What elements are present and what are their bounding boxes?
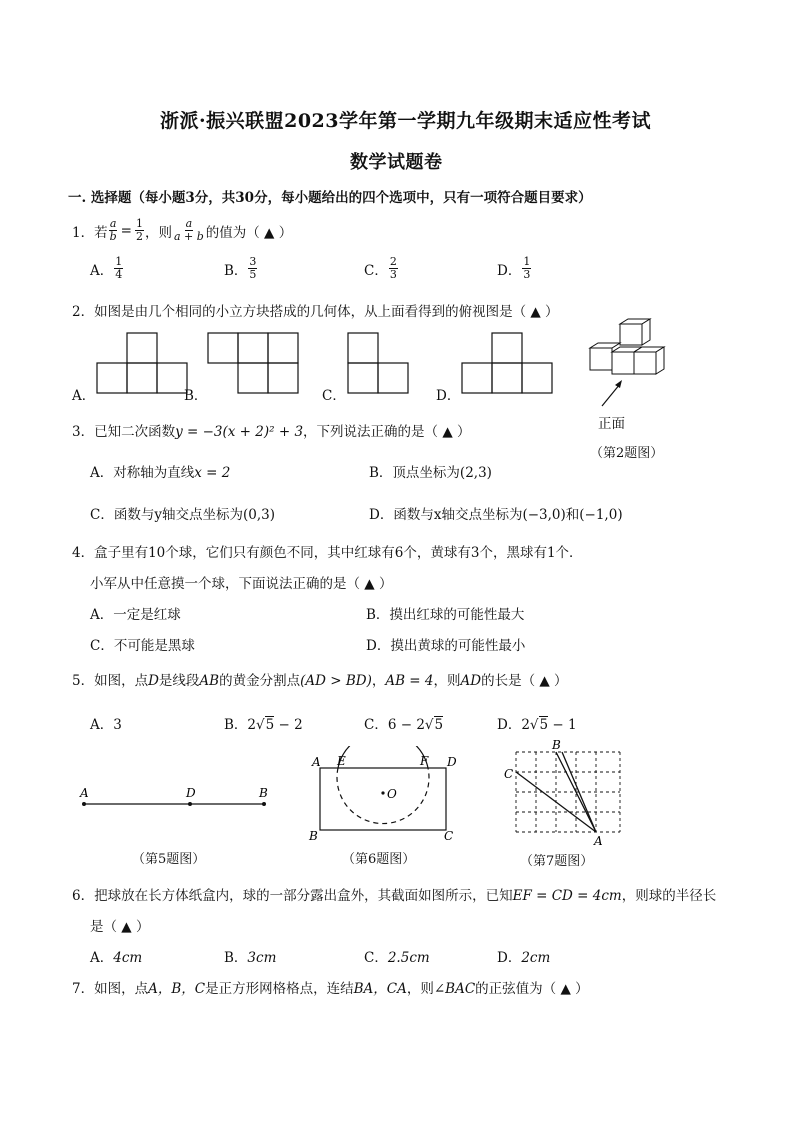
q5-option-c-rad: 5 xyxy=(434,717,444,733)
q5-option-d-rad: 5 xyxy=(539,717,549,733)
q5-option-c-pre: 6 − 2 xyxy=(387,717,425,733)
q3-option-a-text: 对称轴为直线 xyxy=(113,465,195,481)
q1-prefix: 1．若 xyxy=(72,224,108,241)
q4-option-c-text: 不可能是黑球 xyxy=(113,638,195,654)
q5-figure xyxy=(74,784,284,814)
q7-segment-ca xyxy=(516,772,596,832)
q6-option-d-value: 2cm xyxy=(521,950,551,966)
q7-label-a: A xyxy=(594,834,603,846)
q6-arc-inside xyxy=(337,768,429,824)
q1-mid: ，则 xyxy=(144,224,172,241)
q1-option-c[interactable] xyxy=(364,256,399,281)
q5-ab: AB xyxy=(199,673,220,689)
q5-label-a: A xyxy=(80,786,89,800)
q1-option-d-fraction xyxy=(522,256,531,281)
q2-option-d-label: D． xyxy=(436,388,461,404)
q1-option-d[interactable] xyxy=(497,256,532,281)
q5-point-b xyxy=(262,802,266,806)
q7-angle: ∠BAC xyxy=(433,981,476,997)
q4-option-a[interactable] xyxy=(90,603,181,623)
q1-option-a-label: A． xyxy=(90,262,114,279)
q6-label-d: D xyxy=(447,755,457,769)
question-4-line2: 小军从中任意摸一个球，下面说法正确的是（ ▲ ） xyxy=(90,576,393,592)
q6-label-a: A xyxy=(312,755,321,769)
q6-label-b: B xyxy=(309,829,318,843)
q2-option-a-figure[interactable] xyxy=(97,333,187,393)
q3-option-c-text: 函数与y轴交点坐标为 xyxy=(113,507,243,523)
q6-option-c-label: C． xyxy=(364,950,388,966)
q3-formula: y = −3(x + 2)² + 3 xyxy=(175,424,304,440)
q4-option-c-label: C． xyxy=(90,638,114,654)
section-heading: 一. 选择题（每小题3分，共30分，每小题给出的四个选项中，只有一项符合题目要求） xyxy=(68,190,592,206)
question-6-line2: 是（ ▲ ） xyxy=(90,919,150,935)
q6-line1-suffix: ，则球的半径长 xyxy=(621,888,717,904)
q4-option-d-label: D． xyxy=(366,638,391,654)
q5-point-d xyxy=(188,802,192,806)
q7-points: A，B，C xyxy=(148,981,206,997)
q6-center-point xyxy=(381,791,384,794)
q7-figure xyxy=(500,738,640,846)
q5-option-c-radical-icon: √ xyxy=(424,717,434,733)
q6-option-a-label: A． xyxy=(90,950,114,966)
q6-given: EF = CD = 4cm xyxy=(512,888,622,904)
question-7-stem xyxy=(72,977,589,997)
q5-option-b-rad: 5 xyxy=(265,717,275,733)
q1-given-fraction xyxy=(109,218,118,243)
q3-option-a-math: x = 2 xyxy=(194,465,231,481)
q5-option-b-post: − 2 xyxy=(274,717,303,733)
q2-option-d-figure[interactable] xyxy=(462,333,552,393)
q3-option-c-label: C． xyxy=(90,507,114,523)
q3-option-b-text: 顶点坐标为 xyxy=(392,465,460,481)
q7-prefix: 7．如图，点 xyxy=(72,981,149,997)
q4-option-a-label: A． xyxy=(90,607,114,623)
q5-label-d: D xyxy=(186,786,196,800)
q3-option-d-text: 函数与x轴交点坐标为 xyxy=(393,507,523,523)
q2-option-figures xyxy=(60,330,570,402)
q1-half-den: 2 xyxy=(135,230,143,243)
q4-option-a-text: 一定是红球 xyxy=(113,607,181,623)
q5-option-b[interactable] xyxy=(224,713,303,733)
front-arrow xyxy=(602,384,620,406)
question-2-stem: 2．如图是由几个相同的小立方块搭成的几何体，从上面看得到的俯视图是（ ▲ ） xyxy=(72,304,559,320)
q6-option-b[interactable] xyxy=(224,946,276,966)
q1-option-b-den: 5 xyxy=(249,268,257,281)
q5-p4: ， xyxy=(371,673,386,689)
q6-arc-outside xyxy=(338,746,428,768)
q1-option-c-label: C． xyxy=(364,262,388,279)
q1-given-num: a xyxy=(109,217,117,230)
q5-option-d-radical-icon: √ xyxy=(529,717,539,733)
q5-option-b-radical-icon: √ xyxy=(256,717,265,733)
q5-label-b: B xyxy=(259,786,268,800)
q5-p2: 是线段 xyxy=(158,673,200,689)
q6-option-a[interactable] xyxy=(90,946,142,966)
q1-option-c-den: 3 xyxy=(389,268,397,281)
q1-given-den: b xyxy=(109,230,117,243)
q3-option-c-math: (0,3) xyxy=(242,507,275,523)
q4-option-c[interactable] xyxy=(90,634,195,654)
q7-grid xyxy=(516,752,620,832)
q5-option-d-pre: 2 xyxy=(521,717,530,733)
q6-option-b-value: 3cm xyxy=(247,950,277,966)
q6-label-f: F xyxy=(420,754,429,768)
q4-option-d[interactable] xyxy=(366,634,525,654)
q5-option-a[interactable] xyxy=(90,713,122,733)
q1-half-fraction xyxy=(135,218,144,243)
q6-option-d-label: D． xyxy=(497,950,522,966)
q3-stem-suffix: ，下列说法正确的是（ ▲ ） xyxy=(303,424,471,440)
q1-eq: = xyxy=(120,222,132,239)
q3-option-a-label: A． xyxy=(90,465,114,481)
q3-option-a[interactable] xyxy=(90,461,230,481)
q5-point-a xyxy=(82,802,86,806)
q5-caption: （第5题图） xyxy=(132,852,206,867)
q3-option-d[interactable] xyxy=(369,503,623,523)
q1-option-a[interactable] xyxy=(90,256,124,281)
q7-mid2: ，则 xyxy=(406,981,434,997)
q3-stem-prefix: 3．已知二次函数 xyxy=(72,424,176,440)
q7-segs: BA，CA xyxy=(353,981,407,997)
q5-option-a-label: A． xyxy=(90,717,114,733)
q2-option-b-label: B． xyxy=(184,388,208,404)
arrow-head-icon xyxy=(615,380,622,388)
q1-option-b-fraction xyxy=(248,256,257,281)
q6-option-c-value: 2.5cm xyxy=(387,950,430,966)
q6-option-b-label: B． xyxy=(224,950,248,966)
q5-ad: AD xyxy=(460,673,482,689)
q1-expr-den: a + b xyxy=(173,230,204,243)
q2-option-b-figure[interactable] xyxy=(208,333,298,393)
q2-front-label: 正面 xyxy=(598,416,625,432)
q6-label-c: C xyxy=(444,829,454,843)
q1-option-b-label: B． xyxy=(224,262,248,279)
q1-suffix: 的值为（ ▲ ） xyxy=(205,224,293,241)
q5-option-c-label: C． xyxy=(364,717,388,733)
q1-option-d-den: 3 xyxy=(523,268,531,281)
q1-option-c-fraction xyxy=(389,256,398,281)
question-5-stem xyxy=(72,669,568,689)
q4-option-d-text: 摸出黄球的可能性最小 xyxy=(390,638,526,654)
q4-option-b[interactable] xyxy=(366,603,524,623)
q5-option-a-pre: 3 xyxy=(113,717,122,733)
exam-subtitle: 数学试题卷 xyxy=(350,152,443,173)
q2-caption: （第2题图） xyxy=(590,446,664,461)
q5-given: AB = 4 xyxy=(385,673,434,689)
q3-option-d-math: (−3,0)和(−1,0) xyxy=(522,507,623,523)
q3-option-b-label: B． xyxy=(369,465,393,481)
q5-option-c[interactable] xyxy=(364,713,443,733)
q6-option-c[interactable] xyxy=(364,946,430,966)
q5-p1: 5．如图，点 xyxy=(72,673,149,689)
exam-title: 浙派·振兴联盟2023学年第一学期九年级期末适应性考试 xyxy=(160,110,651,132)
q5-option-b-label: B． xyxy=(224,717,248,733)
q2-cube-figure xyxy=(584,318,674,418)
q7-label-b: B xyxy=(552,738,561,752)
question-1-stem xyxy=(72,218,292,243)
question-4-line1: 4．盒子里有10个球，它们只有颜色不同，其中红球有6个，黄球有3个，黑球有1个． xyxy=(72,545,583,561)
q7-suffix: 的正弦值为（ ▲ ） xyxy=(475,981,589,997)
q5-cond: (AD > BD) xyxy=(300,673,372,689)
q6-caption: （第6题图） xyxy=(342,852,416,867)
q1-expr-num: a xyxy=(185,217,193,230)
q3-option-b-math: (2,3) xyxy=(459,465,492,481)
q5-p6: 的长是（ ▲ ） xyxy=(481,673,568,689)
q4-option-b-label: B． xyxy=(366,607,390,623)
q1-option-a-num: 1 xyxy=(115,255,123,268)
q2-option-a-label: A． xyxy=(72,388,96,404)
q4-option-b-text: 摸出红球的可能性最大 xyxy=(389,607,525,623)
q5-option-d-post: − 1 xyxy=(548,717,577,733)
q1-option-a-den: 4 xyxy=(115,268,123,281)
q1-option-a-fraction xyxy=(114,256,123,281)
q5-p5: ，则 xyxy=(433,673,461,689)
q1-option-b-num: 3 xyxy=(249,255,257,268)
question-6-line1 xyxy=(72,884,716,904)
q5-d: D xyxy=(148,673,159,689)
q2-option-c-label: C． xyxy=(322,388,346,404)
q6-figure xyxy=(304,746,464,846)
q1-expr-fraction xyxy=(173,218,205,243)
q5-option-d[interactable] xyxy=(497,713,577,733)
q5-p3: 的黄金分割点 xyxy=(219,673,301,689)
q3-option-b[interactable] xyxy=(369,461,492,481)
q1-option-c-num: 2 xyxy=(389,255,397,268)
q6-box xyxy=(320,768,446,830)
q7-label-c: C xyxy=(504,767,514,781)
q6-label-e: E xyxy=(337,754,346,768)
q6-option-a-value: 4cm xyxy=(113,950,143,966)
q2-option-c-figure[interactable] xyxy=(348,333,408,393)
q1-half-num: 1 xyxy=(135,217,143,230)
q1-option-d-num: 1 xyxy=(523,255,531,268)
q1-option-d-label: D． xyxy=(497,262,522,279)
q7-mid: 是正方形网格格点，连结 xyxy=(205,981,354,997)
q6-label-o: O xyxy=(387,787,397,801)
question-3-stem xyxy=(72,420,471,440)
q3-option-c[interactable] xyxy=(90,503,275,523)
q6-option-d[interactable] xyxy=(497,946,550,966)
q5-option-d-label: D． xyxy=(497,717,522,733)
q3-option-d-label: D． xyxy=(369,507,394,523)
q5-option-b-pre: 2 xyxy=(247,717,257,733)
q6-line1-prefix: 6．把球放在长方体纸盒内，球的一部分露出盒外，其截面如图所示，已知 xyxy=(72,888,513,904)
q7-caption: （第7题图） xyxy=(520,854,594,869)
q1-option-b[interactable] xyxy=(224,256,258,281)
